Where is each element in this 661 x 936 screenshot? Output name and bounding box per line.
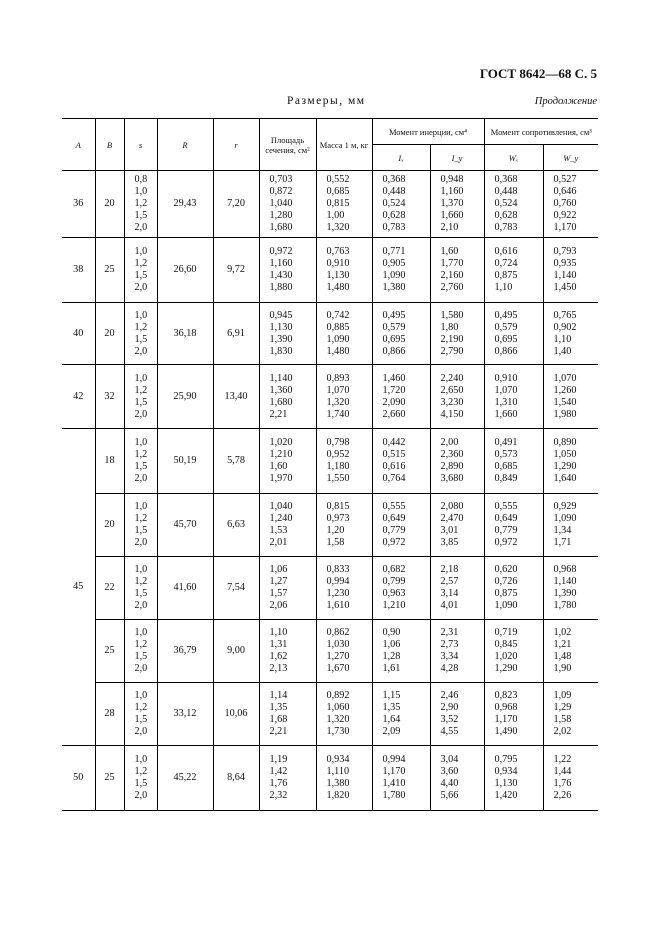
cell-r: 41,60 (157, 557, 213, 620)
cell-wy: 0,765 0,902 1,10 1,40 (543, 303, 598, 365)
cell-wy: 1,22 1,44 1,76 2,26 (543, 746, 598, 811)
table-row (62, 620, 598, 683)
cell-wy: 1,09 1,29 1,58 2,02 (543, 683, 598, 746)
col-header-s: s (124, 119, 157, 171)
cell-b: 20 (95, 171, 124, 238)
col-header-big-r: R (157, 119, 213, 171)
cell-r: 36,79 (157, 620, 213, 683)
cell-iy: 2,080 2,470 3,01 3,85 (430, 494, 484, 557)
cell-ix: 0,771 0,905 1,090 1,380 (372, 238, 430, 303)
cell-r: 5,78 (213, 429, 259, 494)
cell-wx: 0,616 0,724 0,875 1,10 (484, 238, 543, 303)
cell-iy: 0,948 1,160 1,370 1,660 2,10 (430, 171, 484, 238)
cell-a: 42 (62, 365, 95, 429)
table-row (62, 303, 598, 365)
cell-ix: 0,994 1,170 1,410 1,780 (372, 746, 430, 811)
cell-s: 1,0 1,2 1,5 2,0 (124, 303, 157, 365)
col-header-wy: W_y (543, 145, 598, 171)
cell-a: 40 (62, 303, 95, 365)
table-row (62, 238, 598, 303)
cell-mass: 0,742 0,885 1,090 1,480 (316, 303, 372, 365)
cell-mass: 0,833 0,994 1,230 1,610 (316, 557, 372, 620)
table-row (62, 494, 598, 557)
cell-wy: 1,070 1,260 1,540 1,980 (543, 365, 598, 429)
table-row (62, 365, 598, 429)
col-header-inertia: Момент инерции, см⁴ (372, 119, 484, 145)
cell-r: 13,40 (213, 365, 259, 429)
cell-b: 20 (95, 494, 124, 557)
cell-s: 1,0 1,2 1,5 2,0 (124, 365, 157, 429)
cell-mass: 0,763 0,910 1,130 1,480 (316, 238, 372, 303)
table-subtitle: Размеры, мм (287, 95, 366, 107)
cell-r: 26,60 (157, 238, 213, 303)
cell-wx: 0,910 1,070 1,310 1,660 (484, 365, 543, 429)
cell-iy: 2,46 2,90 3,52 4,55 (430, 683, 484, 746)
col-header-small-r: r (213, 119, 259, 171)
cell-a: 36 (62, 171, 95, 238)
col-header-wx: Wₓ (484, 145, 543, 171)
col-header-resistance: Момент сопротивления, см³ (484, 119, 598, 145)
cell-wx: 0,555 0,649 0,779 0,972 (484, 494, 543, 557)
cell-mass: 0,815 0,973 1,20 1,58 (316, 494, 372, 557)
cell-iy: 3,04 3,60 4,40 5,66 (430, 746, 484, 811)
cell-ix: 0,442 0,515 0,616 0,764 (372, 429, 430, 494)
table-row (62, 746, 598, 811)
cell-ix: 0,368 0,448 0,524 0,628 0,783 (372, 171, 430, 238)
cell-mass: 0,893 1,070 1,320 1,740 (316, 365, 372, 429)
cell-r: 36,18 (157, 303, 213, 365)
cell-wy: 0,527 0,646 0,760 0,922 1,170 (543, 171, 598, 238)
cell-r: 33,12 (157, 683, 213, 746)
cell-s: 1,0 1,2 1,5 2,0 (124, 238, 157, 303)
cell-r: 8,64 (213, 746, 259, 811)
cell-r: 10,06 (213, 683, 259, 746)
cell-area: 1,14 1,35 1,68 2,21 (259, 683, 316, 746)
cell-wx: 0,495 0,579 0,695 0,866 (484, 303, 543, 365)
cell-r: 9,72 (213, 238, 259, 303)
cell-wx: 0,719 0,845 1,020 1,290 (484, 620, 543, 683)
cell-ix: 0,682 0,799 0,963 1,210 (372, 557, 430, 620)
cell-ix: 0,90 1,06 1,28 1,61 (372, 620, 430, 683)
page-header: ГОСТ 8642—68 С. 5 (479, 66, 597, 81)
cell-iy: 2,00 2,360 2,890 3,680 (430, 429, 484, 494)
cell-iy: 2,240 2,650 3,230 4,150 (430, 365, 484, 429)
cell-wy: 0,890 1,050 1,290 1,640 (543, 429, 598, 494)
continuation-note: Продолжение (534, 96, 597, 107)
cell-mass: 0,798 0,952 1,180 1,550 (316, 429, 372, 494)
col-header-area: Площадь сечения, см² (259, 119, 316, 171)
col-header-ix: Iₓ (372, 145, 430, 171)
col-header-a: A (62, 119, 95, 171)
cell-iy: 1,60 1,770 2,160 2,760 (430, 238, 484, 303)
cell-r: 6,63 (213, 494, 259, 557)
cell-mass: 0,892 1,060 1,320 1,730 (316, 683, 372, 746)
cell-iy: 2,31 2,73 3,34 4,28 (430, 620, 484, 683)
col-header-b: B (95, 119, 124, 171)
cell-area: 0,945 1,130 1,390 1,830 (259, 303, 316, 365)
cell-ix: 1,460 1,720 2,090 2,660 (372, 365, 430, 429)
cell-area: 1,140 1,360 1,680 2,21 (259, 365, 316, 429)
cell-b: 32 (95, 365, 124, 429)
col-header-mass: Масса 1 м, кг (316, 119, 372, 171)
cell-mass: 0,552 0,685 0,815 1,00 1,320 (316, 171, 372, 238)
cell-b: 25 (95, 746, 124, 811)
cell-r: 45,22 (157, 746, 213, 811)
table-row (62, 171, 598, 238)
table-row (62, 429, 598, 494)
cell-s: 1,0 1,2 1,5 2,0 (124, 746, 157, 811)
cell-r: 50,19 (157, 429, 213, 494)
col-header-iy: I_y (430, 145, 484, 171)
cell-iy: 1,580 1,80 2,190 2,790 (430, 303, 484, 365)
cell-b: 28 (95, 683, 124, 746)
cell-s: 1,0 1,2 1,5 2,0 (124, 429, 157, 494)
cell-a: 50 (62, 746, 95, 811)
cell-area: 0,972 1,160 1,430 1,880 (259, 238, 316, 303)
cell-s: 1,0 1,2 1,5 2,0 (124, 494, 157, 557)
cell-b: 20 (95, 303, 124, 365)
cell-wx: 0,491 0,573 0,685 0,849 (484, 429, 543, 494)
table-row (62, 557, 598, 620)
cell-wx: 0,795 0,934 1,130 1,420 (484, 746, 543, 811)
cell-ix: 0,495 0,579 0,695 0,866 (372, 303, 430, 365)
cell-s: 1,0 1,2 1,5 2,0 (124, 683, 157, 746)
cell-area: 1,10 1,31 1,62 2,13 (259, 620, 316, 683)
cell-s: 0,8 1,0 1,2 1,5 2,0 (124, 171, 157, 238)
cell-r: 6,91 (213, 303, 259, 365)
cell-wy: 0,968 1,140 1,390 1,780 (543, 557, 598, 620)
cell-wy: 1,02 1,21 1,48 1,90 (543, 620, 598, 683)
cell-a: 38 (62, 238, 95, 303)
cell-a: 45 (62, 429, 95, 746)
cell-area: 1,040 1,240 1,53 2,01 (259, 494, 316, 557)
cell-r: 29,43 (157, 171, 213, 238)
dimensions-table (62, 118, 598, 811)
cell-ix: 1,15 1,35 1,64 2,09 (372, 683, 430, 746)
cell-b: 22 (95, 557, 124, 620)
cell-wx: 0,823 0,968 1,170 1,490 (484, 683, 543, 746)
cell-s: 1,0 1,2 1,5 2,0 (124, 620, 157, 683)
cell-ix: 0,555 0,649 0,779 0,972 (372, 494, 430, 557)
cell-area: 1,19 1,42 1,76 2,32 (259, 746, 316, 811)
cell-r: 7,20 (213, 171, 259, 238)
table-row (62, 683, 598, 746)
cell-iy: 2,18 2,57 3,14 4,01 (430, 557, 484, 620)
cell-b: 18 (95, 429, 124, 494)
cell-wx: 0,368 0,448 0,524 0,628 0,783 (484, 171, 543, 238)
cell-area: 1,020 1,210 1,60 1,970 (259, 429, 316, 494)
cell-r: 9,00 (213, 620, 259, 683)
cell-wy: 0,793 0,935 1,140 1,450 (543, 238, 598, 303)
cell-s: 1,0 1,2 1,5 2,0 (124, 557, 157, 620)
cell-r: 45,70 (157, 494, 213, 557)
cell-area: 1,06 1,27 1,57 2,06 (259, 557, 316, 620)
cell-area: 0,703 0,872 1,040 1,280 1,680 (259, 171, 316, 238)
cell-wx: 0,620 0,726 0,875 1,090 (484, 557, 543, 620)
cell-r: 25,90 (157, 365, 213, 429)
cell-b: 25 (95, 238, 124, 303)
cell-mass: 0,862 1,030 1,270 1,670 (316, 620, 372, 683)
cell-mass: 0,934 1,110 1,380 1,820 (316, 746, 372, 811)
cell-b: 25 (95, 620, 124, 683)
cell-r: 7,54 (213, 557, 259, 620)
cell-wy: 0,929 1,090 1,34 1,71 (543, 494, 598, 557)
